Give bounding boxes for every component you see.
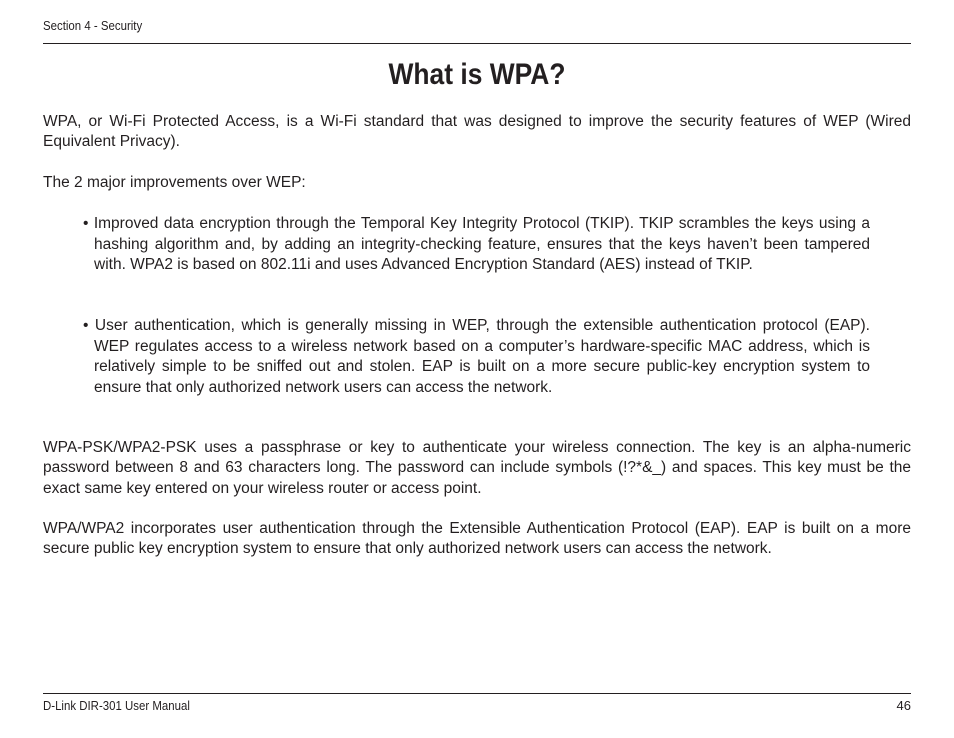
psk-paragraph: WPA-PSK/WPA2-PSK uses a passphrase or key to authenticate your wireless connection. The key is an alpha-numeric password between 8 and 63 characters long. The password can include symbols (!?*&_) and spaces. This key must be the exact same key entered on your wireless router or access point. [43, 439, 911, 497]
improvements-intro: The 2 major improvements over WEP: [43, 174, 306, 191]
section-header: Section 4 - Security [43, 18, 143, 33]
eap-paragraph: WPA/WPA2 incorporates user authentication through the Extensible Authentication Protocol (EAP). EAP is built on a more secure public key encryption system to ensure that only authorized network users can access the network. [43, 520, 911, 558]
footer-divider [43, 693, 911, 694]
page-title: What is WPA? [388, 58, 566, 91]
bullet-tkip: • Improved data encryption through the Temporal Key Integrity Protocol (TKIP). TKIP scrambles the keys using a hashing algorithm and, by adding an integrity-checking feature, ensures that the keys haven’t been tampered with. WPA2 is based on 802.11i and uses Advanced Encryption Standard (AES) instead of TKIP. [83, 215, 870, 273]
footer-manual-name: D-Link DIR-301 User Manual [43, 698, 190, 713]
intro-paragraph: WPA, or Wi-Fi Protected Access, is a Wi-Fi standard that was designed to improve the security features of WEP (Wired Equivalent Privacy). [43, 113, 911, 151]
bullet-eap: • User authentication, which is generally missing in WEP, through the extensible authentication protocol (EAP). WEP regulates access to a wireless network based on a computer’s hardware-specific MAC address, which is relatively simple to be sniffed out and stolen. EAP is built on a more secure public-key encryption system to ensure that only authorized network users can access the network. [83, 317, 870, 396]
header-divider [43, 43, 911, 44]
page-number: 46 [896, 698, 911, 713]
